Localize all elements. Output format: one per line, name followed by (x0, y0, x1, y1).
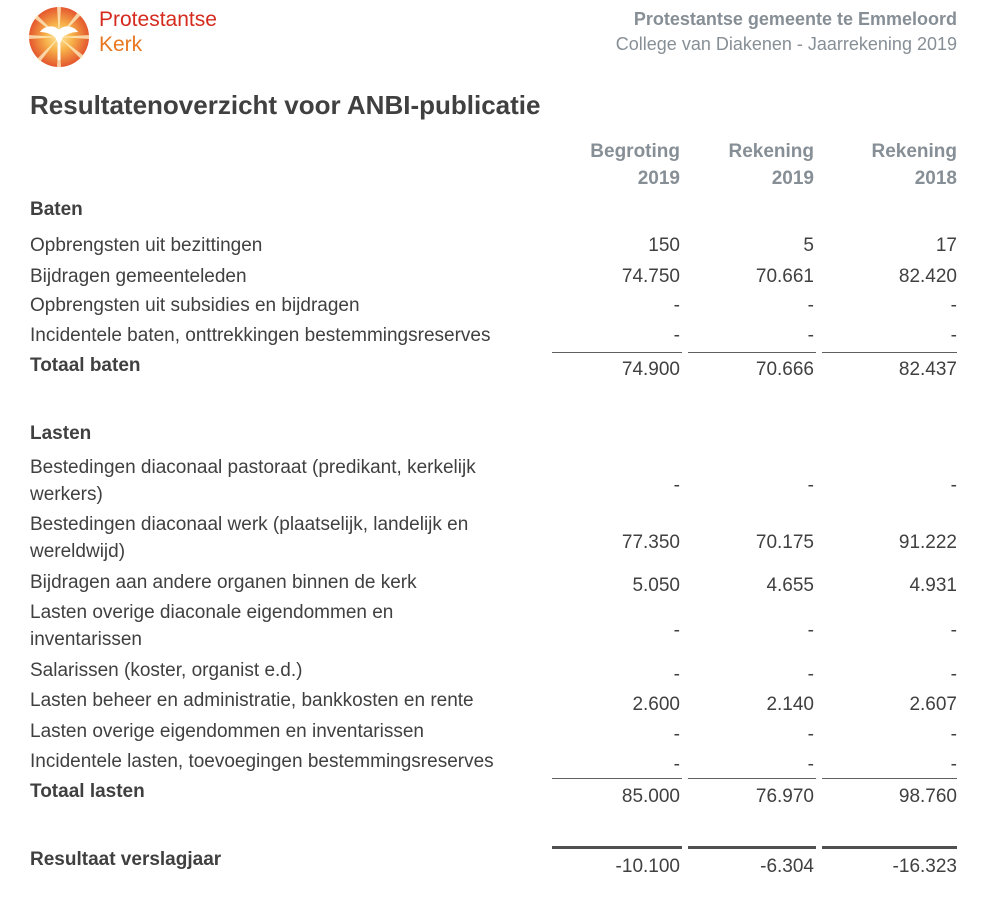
value-begroting-2019: 150 (648, 235, 680, 256)
value-rekening-2018: - (950, 620, 957, 641)
value-rekening-2019: - (807, 664, 814, 685)
document-subtitle: College van Diakenen - Jaarrekening 2019 (615, 34, 957, 54)
value-rekening-2018: - (950, 325, 957, 346)
value-rekening-2018: 82.420 (898, 266, 957, 287)
logo-wordmark (99, 7, 217, 57)
value-rekening-2019: - (807, 754, 814, 775)
total-label: Totaal lasten (30, 781, 145, 802)
value-begroting-2019: - (673, 295, 680, 316)
document-header (616, 7, 957, 57)
result-line (552, 846, 682, 849)
total-begroting-2019: 74.900 (621, 359, 680, 380)
value-begroting-2019: - (673, 620, 680, 641)
value-rekening-2018: - (950, 475, 957, 496)
row-label: Opbrengsten uit bezittingen (30, 235, 263, 256)
total-rekening-2018: 98.760 (898, 786, 957, 807)
subtotal-line (822, 352, 957, 353)
value-rekening-2019: 2.140 (766, 694, 814, 715)
value-begroting-2019: 74.750 (621, 266, 680, 287)
value-rekening-2019: - (807, 724, 814, 745)
column-header-rekening-2018 (871, 138, 957, 192)
logo-line-2: Kerk (99, 33, 143, 56)
value-begroting-2019: - (673, 724, 680, 745)
value-rekening-2018: 91.222 (898, 532, 957, 553)
row-label: Bestedingen diaconaal pastoraat (predikant, kerkelijk werkers) (30, 457, 476, 505)
result-line (688, 846, 816, 849)
value-rekening-2018: - (950, 724, 957, 745)
column-header-line1: Begroting (590, 141, 680, 162)
row-label: Bijdragen gemeenteleden (30, 266, 247, 287)
column-header-line2: 2019 (637, 168, 680, 189)
subtotal-line (688, 778, 816, 779)
value-rekening-2019: 4.655 (766, 575, 814, 596)
subtotal-line (688, 352, 816, 353)
subtotal-line (552, 778, 682, 779)
row-label: Incidentele lasten, toevoegingen bestemmingsreserves (30, 751, 494, 772)
section-heading-baten: Baten (30, 199, 83, 220)
total-begroting-2019: 85.000 (621, 786, 680, 807)
value-begroting-2019: 2.600 (632, 694, 680, 715)
result-rekening-2018: -16.323 (892, 856, 957, 877)
subtotal-line (552, 352, 682, 353)
column-header-rekening-2019 (728, 138, 814, 192)
column-header-line2: 2019 (771, 168, 814, 189)
value-rekening-2019: 5 (803, 235, 814, 256)
value-rekening-2018: - (950, 754, 957, 775)
value-rekening-2018: - (950, 295, 957, 316)
column-header-line1: Rekening (728, 141, 814, 162)
row-label: Lasten overige diaconale eigendommen en inventarissen (30, 602, 394, 650)
value-begroting-2019: 77.350 (621, 532, 680, 553)
value-begroting-2019: 5.050 (632, 575, 680, 596)
value-rekening-2018: 4.931 (909, 575, 957, 596)
row-label: Lasten beheer en administratie, bankkosten en rente (30, 690, 474, 711)
total-rekening-2019: 70.666 (755, 359, 814, 380)
column-header-begroting-2019 (590, 138, 680, 192)
protestantse-kerk-logo-icon (28, 6, 90, 68)
page-title: Resultatenoverzicht voor ANBI-publicatie (30, 90, 541, 120)
value-rekening-2019: - (807, 475, 814, 496)
result-label: Resultaat verslagjaar (30, 849, 222, 870)
logo-line-1: Protestantse (99, 8, 217, 31)
value-begroting-2019: - (673, 325, 680, 346)
subtotal-line (822, 778, 957, 779)
value-rekening-2018: 17 (935, 235, 957, 256)
value-rekening-2019: 70.175 (755, 532, 814, 553)
result-line (822, 846, 957, 849)
value-rekening-2019: - (807, 325, 814, 346)
row-label: Bijdragen aan andere organen binnen de kerk (30, 572, 417, 593)
value-rekening-2019: 70.661 (755, 266, 814, 287)
row-label: Bestedingen diaconaal werk (plaatselijk, landelijk en wereldwijd) (30, 514, 469, 562)
organization-name: Protestantse gemeente te Emmeloord (633, 9, 957, 29)
value-rekening-2018: - (950, 664, 957, 685)
column-header-line2: 2018 (914, 168, 957, 189)
result-rekening-2019: -6.304 (760, 856, 814, 877)
value-rekening-2019: - (807, 295, 814, 316)
column-header-line1: Rekening (871, 141, 957, 162)
value-rekening-2018: 2.607 (909, 694, 957, 715)
row-label: Opbrengsten uit subsidies en bijdragen (30, 295, 360, 316)
result-begroting-2019: -10.100 (615, 856, 680, 877)
row-label: Lasten overige eigendommen en inventarissen (30, 721, 424, 742)
value-begroting-2019: - (673, 754, 680, 775)
row-label: Incidentele baten, onttrekkingen bestemmingsreserves (30, 325, 491, 346)
value-rekening-2019: - (807, 620, 814, 641)
total-rekening-2018: 82.437 (898, 359, 957, 380)
value-begroting-2019: - (673, 664, 680, 685)
row-label: Salarissen (koster, organist e.d.) (30, 660, 303, 681)
value-begroting-2019: - (673, 475, 680, 496)
total-label: Totaal baten (30, 355, 141, 376)
section-heading-lasten: Lasten (30, 423, 92, 444)
total-rekening-2019: 76.970 (755, 786, 814, 807)
